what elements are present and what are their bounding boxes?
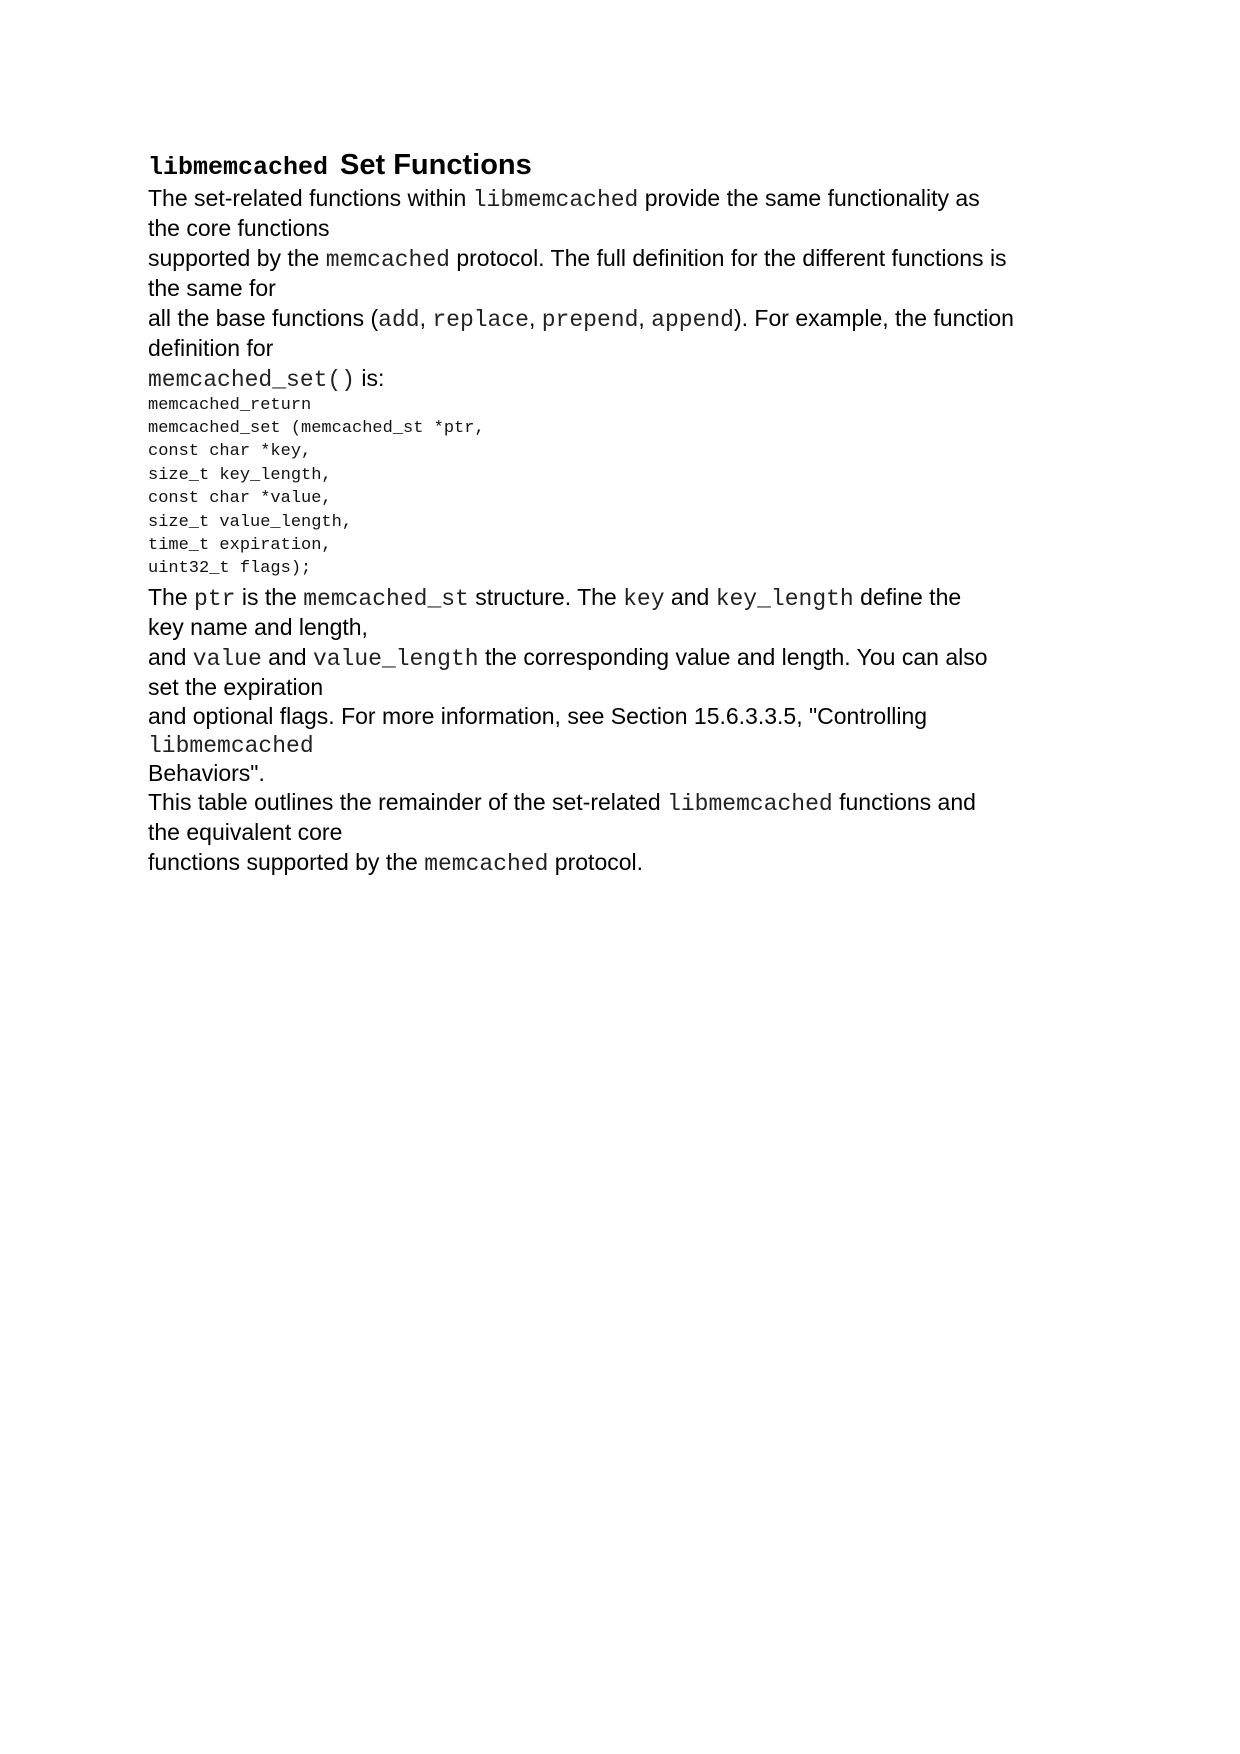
para1-line1: The set-related functions within libmemcached provide the same functionality as	[148, 185, 980, 213]
para3-line3: functions supported by the memcached protocol.	[148, 849, 644, 877]
inline-code: append	[651, 307, 734, 333]
code-line: memcached_set (memcached_st *ptr,	[148, 419, 485, 438]
para2-line2: key name and length,	[148, 614, 368, 640]
code-line: size_t key_length,	[148, 466, 332, 485]
para1-line4: the same for	[148, 275, 276, 301]
inline-code: memcached	[424, 851, 549, 877]
para3-line2: the equivalent core	[148, 819, 343, 845]
heading-code: libmemcached	[148, 153, 329, 182]
inline-code: libmemcached	[472, 187, 639, 213]
para2-line1: The ptr is the memcached_st structure. The key and key_length define the	[148, 584, 962, 612]
para2-line3: and value and value_length the corresponding value and length. You can also	[148, 644, 988, 672]
code-line: uint32_t flags);	[148, 559, 312, 578]
inline-code: memcached	[325, 247, 450, 273]
inline-code: ptr	[194, 586, 236, 612]
para1-line3: supported by the memcached protocol. The full definition for the different functions is	[148, 245, 1007, 273]
inline-code: libmemcached	[667, 791, 833, 817]
para2-line7: Behaviors".	[148, 760, 265, 786]
heading-text: Set Functions	[340, 149, 532, 181]
code-line: size_t value_length,	[148, 513, 353, 532]
para2-line5: and optional flags. For more information, see Section 15.6.3.3.5, "Controlling	[148, 703, 928, 729]
para3-line1: This table outlines the remainder of the set-related libmemcached functions and	[148, 789, 976, 817]
code-line: const char *value,	[148, 489, 332, 508]
inline-code: libmemcached	[148, 733, 314, 759]
inline-code: replace	[432, 307, 529, 333]
inline-code: value	[192, 646, 262, 672]
inline-code: key_length	[715, 586, 854, 612]
para2-line6	[148, 729, 314, 761]
inline-code: value_length	[312, 646, 479, 672]
para2-line4: set the expiration	[148, 674, 324, 700]
code-line: const char *key,	[148, 442, 312, 461]
inline-code: add	[378, 307, 420, 333]
code-line: time_t expiration,	[148, 536, 332, 555]
inline-code: memcached_st	[303, 586, 469, 612]
para1-line2: the core functions	[148, 215, 330, 241]
inline-code: key	[623, 586, 665, 612]
para1-line5: all the base functions (add, replace, prepend, append). For example, the function	[148, 305, 1014, 333]
inline-code: prepend	[541, 307, 639, 333]
para1-line7: memcached_set() is:	[148, 365, 385, 393]
code-line: memcached_return	[148, 396, 312, 415]
para1-line6: definition for	[148, 335, 274, 361]
inline-code: memcached_set()	[148, 367, 356, 393]
